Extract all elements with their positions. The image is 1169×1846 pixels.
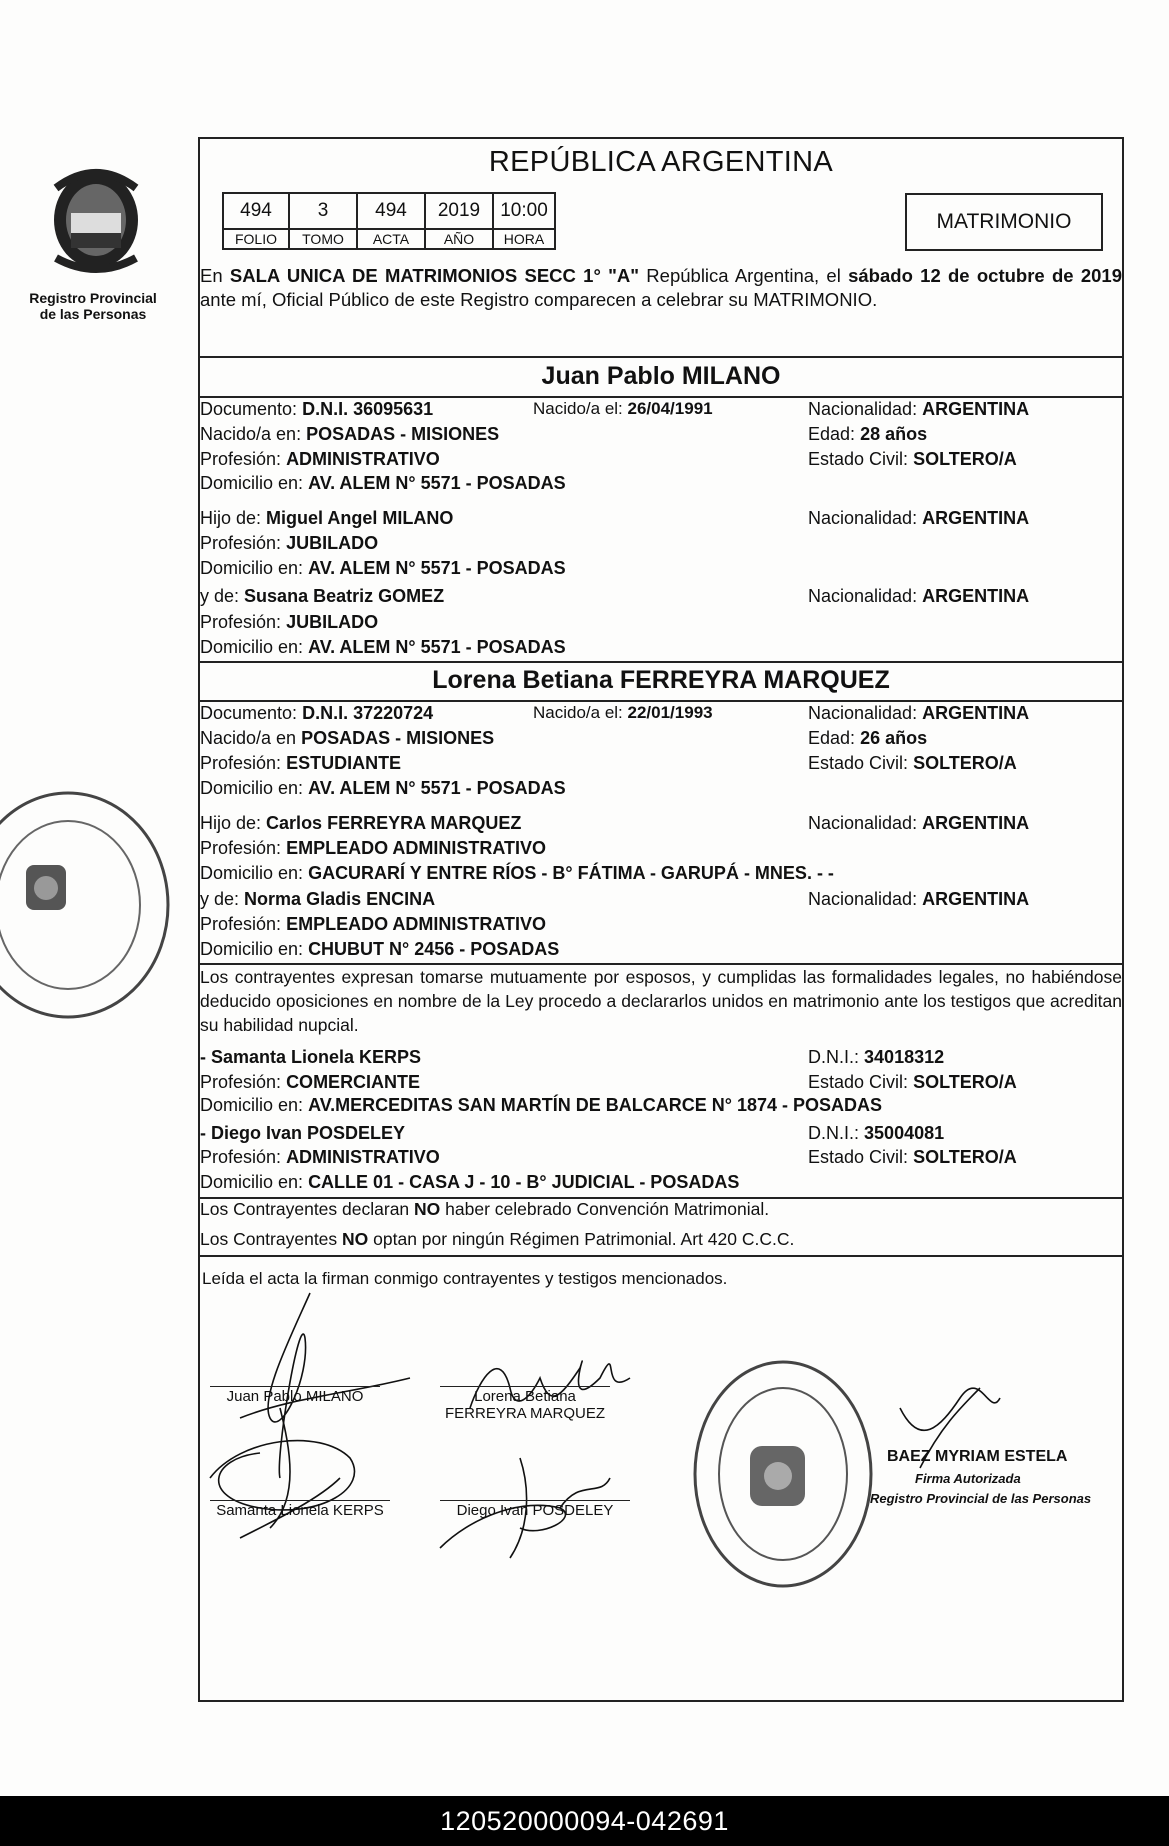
witness1-name: - Samanta Lionela KERPS (200, 1047, 422, 1067)
signature-label-spouse1: Juan Pablo MILANO (226, 1388, 364, 1405)
registro-provincial-label: Registro Provincial de las Personas (29, 290, 157, 322)
signature-line (440, 1386, 610, 1387)
witness1-profession: Profesión: COMERCIANTE (200, 1072, 421, 1092)
spouse1-mother-address: Domicilio en: AV. ALEM N° 5571 - POSADAS (200, 637, 566, 657)
witness2-dni: D.N.I.: 35004081 (808, 1123, 945, 1143)
signature-line (210, 1500, 390, 1501)
declaration-paragraph: Los contrayentes expresan tomarse mutuamente por esposos, y cumplidas las formalidades legales, no habiéndose deducido oposiciones en nombre de la Ley procedo a declararlos unidos en matrimonio ante los testigos que acreditan su habilidad nupcial. (200, 967, 1122, 1035)
side-official-seal-icon (0, 770, 178, 1040)
spouse1-father-nationality: Nacionalidad: ARGENTINA (808, 508, 1030, 528)
spouse1-mother-nationality: Nacionalidad: ARGENTINA (808, 586, 1030, 606)
spouse2-mother: y de: Norma Gladis ENCINA (200, 889, 436, 909)
spouse1-nationality: Nacionalidad: ARGENTINA (808, 399, 1030, 419)
spouse2-father-address: Domicilio en: GACURARÍ Y ENTRE RÍOS - B° FÁTIMA - GARUPÁ - MNES. - - (200, 863, 834, 883)
hora-label: HORA (493, 229, 555, 249)
witness1-dni: D.N.I.: 34018312 (808, 1047, 945, 1067)
tomo-label: TOMO (289, 229, 357, 249)
spouse1-document: Documento: D.N.I. 36095631 (200, 399, 434, 419)
divider (198, 1255, 1124, 1257)
spouse2-nationality: Nacionalidad: ARGENTINA (808, 703, 1030, 723)
spouse1-father: Hijo de: Miguel Angel MILANO (200, 508, 454, 528)
witness2-name: - Diego Ivan POSDELEY (200, 1123, 406, 1143)
spouse2-father: Hijo de: Carlos FERREYRA MARQUEZ (200, 813, 522, 833)
spouse1-father-profession: Profesión: JUBILADO (200, 533, 379, 553)
convention-note: Los Contrayentes declaran NO haber celebrado Convención Matrimonial. (200, 1199, 770, 1219)
spouse2-address: Domicilio en: AV. ALEM N° 5571 - POSADAS (200, 778, 566, 798)
signature-intro: Leída el acta la firman conmigo contrayentes y testigos mencionados. (202, 1269, 728, 1288)
spouse2-civil-status: Estado Civil: SOLTERO/A (808, 753, 1017, 773)
spouse2-born: Nacido/a el: 22/01/1993 (533, 703, 713, 722)
folio-value: 494 (223, 193, 289, 229)
spouse1-mother-profession: Profesión: JUBILADO (200, 612, 379, 632)
folio-label: FOLIO (223, 229, 289, 249)
spouse1-age: Edad: 28 años (808, 424, 928, 444)
spouse2-mother-address: Domicilio en: CHUBUT N° 2456 - POSADAS (200, 939, 560, 959)
registry-official-seal-icon (688, 1354, 878, 1594)
spouse1-address: Domicilio en: AV. ALEM N° 5571 - POSADAS (200, 473, 566, 493)
acta-label: ACTA (357, 229, 425, 249)
spouse1-father-address: Domicilio en: AV. ALEM N° 5571 - POSADAS (200, 558, 566, 578)
spouse2-age: Edad: 26 años (808, 728, 928, 748)
spouse1-birthplace: Nacido/a en: POSADAS - MISIONES (200, 424, 500, 444)
country-title: REPÚBLICA ARGENTINA (488, 146, 834, 178)
spouse2-document: Documento: D.N.I. 37220724 (200, 703, 434, 723)
spouse2-profession: Profesión: ESTUDIANTE (200, 753, 402, 773)
witness1-address: Domicilio en: AV.MERCEDITAS SAN MARTÍN DE BALCARCE N° 1874 - POSADAS (200, 1095, 882, 1115)
spouse1-name: Juan Pablo MILANO (541, 362, 781, 390)
ano-label: AÑO (425, 229, 493, 249)
provincial-coat-of-arms-icon (36, 158, 156, 278)
spouse2-father-profession: Profesión: EMPLEADO ADMINISTRATIVO (200, 838, 547, 858)
spouse1-civil-status: Estado Civil: SOLTERO/A (808, 449, 1017, 469)
spouse1-profession: Profesión: ADMINISTRATIVO (200, 449, 440, 469)
signature-area (200, 1268, 1120, 1698)
regime-note: Los Contrayentes NO optan por ningún Régimen Patrimonial. Art 420 C.C.C. (200, 1229, 795, 1249)
registry-data-table (222, 192, 556, 250)
signature-label-witness2: Diego Ivan POSDELEY (456, 1502, 614, 1519)
officer-name: BAEZ MYRIAM ESTELA (887, 1448, 1068, 1465)
spouse2-name: Lorena Betiana FERREYRA MARQUEZ (432, 666, 890, 694)
divider (198, 661, 1124, 663)
intro-paragraph: En SALA UNICA DE MATRIMONIOS SECC 1° "A" República Argentina, el sábado 12 de octubre de 2019 ante mí, Oficial Público de este Registro comparecen a celebrar su MATRIMONIO. (200, 265, 1122, 310)
signature-line (440, 1500, 630, 1501)
witness2-address: Domicilio en: CALLE 01 - CASA J - 10 - B° JUDICIAL - POSADAS (200, 1172, 740, 1192)
witness2-profession: Profesión: ADMINISTRATIVO (200, 1147, 440, 1167)
witness1-civil-status: Estado Civil: SOLTERO/A (808, 1072, 1017, 1092)
signature-line (210, 1386, 380, 1387)
officer-organization: Registro Provincial de las Personas (870, 1491, 1092, 1506)
spouse2-father-nationality: Nacionalidad: ARGENTINA (808, 813, 1030, 833)
act-type-box: MATRIMONIO (905, 193, 1103, 251)
spouse1-born: Nacido/a el: 26/04/1991 (533, 399, 713, 418)
spouse2-mother-profession: Profesión: EMPLEADO ADMINISTRATIVO (200, 914, 547, 934)
signature-label-witness1: Samanta Lionela KERPS (216, 1502, 384, 1519)
spouse1-mother: y de: Susana Beatriz GOMEZ (200, 586, 445, 606)
spouse2-mother-nationality: Nacionalidad: ARGENTINA (808, 889, 1030, 909)
acta-value: 494 (357, 193, 425, 229)
footer-code: 120520000094-042691 (0, 1796, 1169, 1846)
officer-title: Firma Autorizada (915, 1471, 1021, 1486)
hora-value: 10:00 (493, 193, 555, 229)
signature-label-spouse2: Lorena Betiana FERREYRA MARQUEZ (444, 1388, 606, 1422)
divider (198, 356, 1124, 358)
spouse2-birthplace: Nacido/a en POSADAS - MISIONES (200, 728, 495, 748)
ano-value: 2019 (425, 193, 493, 229)
tomo-value: 3 (289, 193, 357, 229)
witness2-civil-status: Estado Civil: SOLTERO/A (808, 1147, 1017, 1167)
